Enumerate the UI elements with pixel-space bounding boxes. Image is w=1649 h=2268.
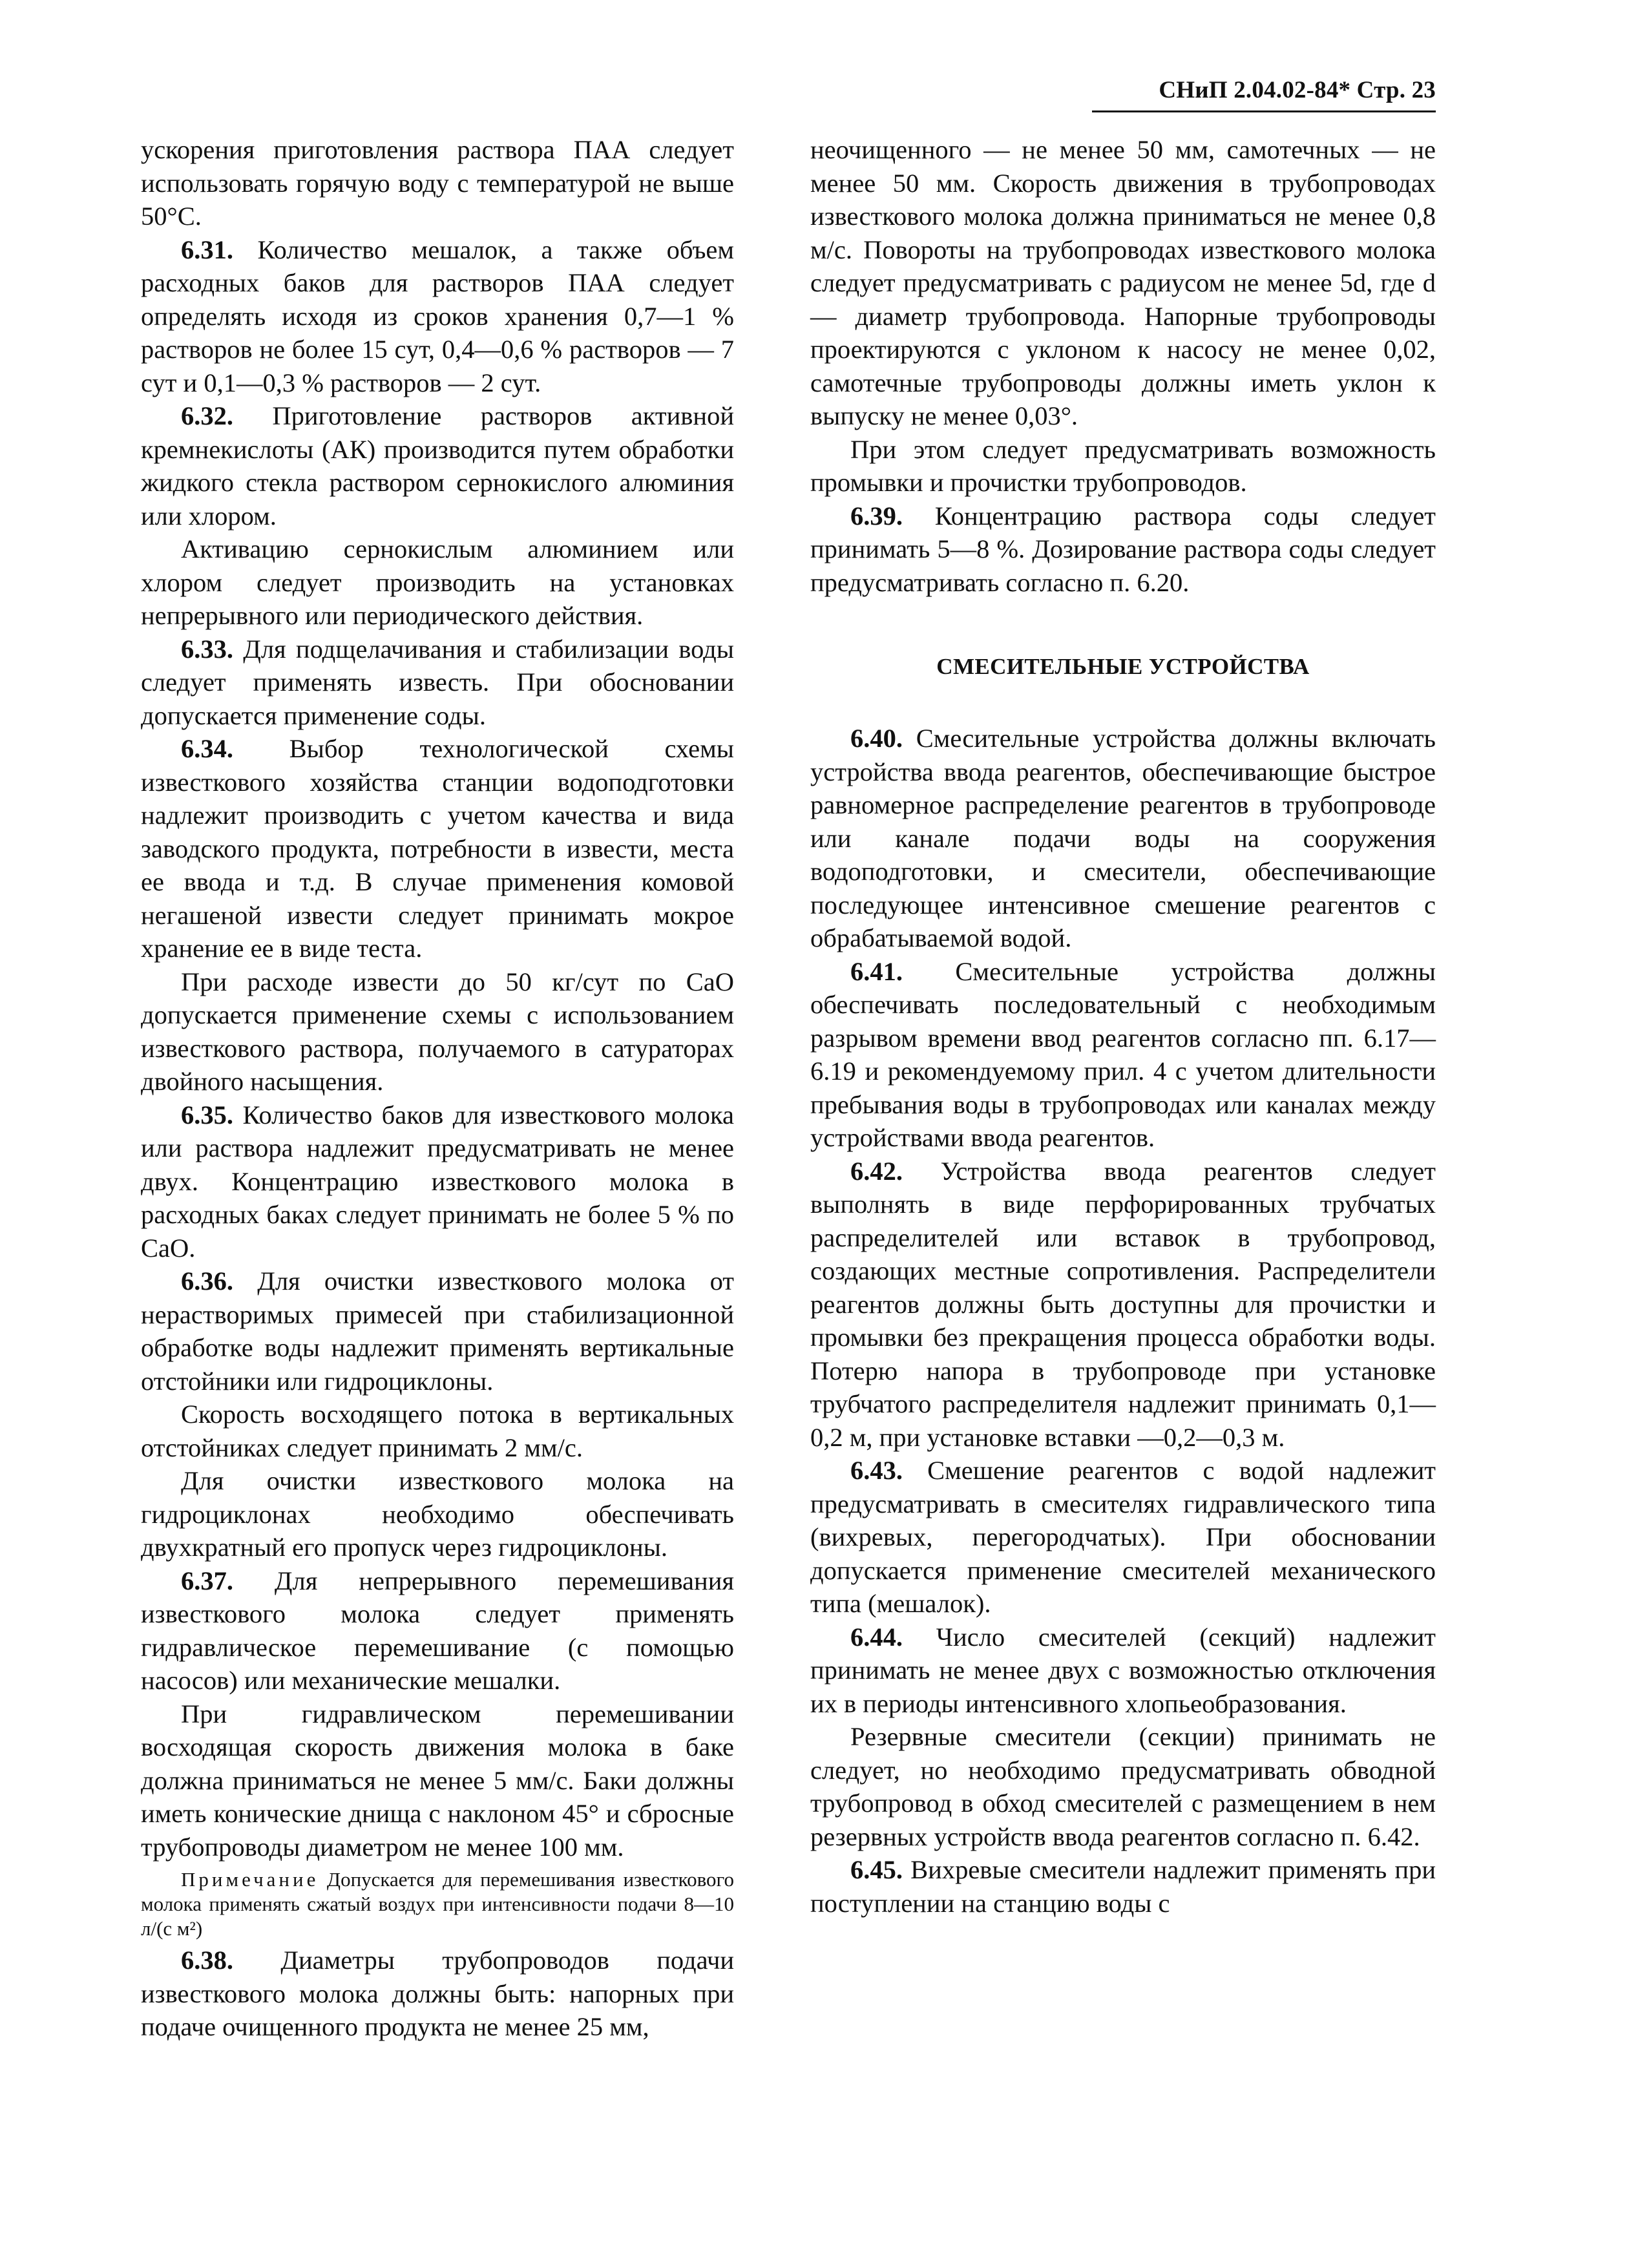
- clause-text: Диаметры трубопроводов подачи известкового молока должны быть: напорных при подаче очищенного продукта не менее 25 мм,: [141, 1946, 734, 2041]
- clause-number: 6.36.: [181, 1266, 233, 1296]
- note: [141, 1867, 734, 1941]
- clause-6-42: [810, 1155, 1436, 1454]
- section-heading: СМЕСИТЕЛЬНЫЕ УСТРОЙСТВА: [936, 654, 1310, 679]
- clause-number: 6.40.: [850, 724, 903, 753]
- left-column: [141, 133, 734, 2044]
- clause-text: Вихревые смесители надлежит применять при поступлении на станцию воды с: [810, 1855, 1436, 1918]
- clause-text: Для подщелачивания и стабилизации воды следует применять известь. При обосновании допускается применение соды.: [141, 634, 734, 730]
- clause-text: Число смесителей (секций) надлежит принимать не менее двух с возможностью отключения их в периоды интенсивного хлопьеобразования.: [810, 1622, 1436, 1718]
- running-header: СНиП 2.04.02-84* Стр. 23: [1092, 76, 1436, 112]
- paragraph: Скорость восходящего потока в вертикальных отстойниках следует принимать 2 мм/с.: [141, 1400, 734, 1462]
- clause-number: 6.43.: [850, 1456, 903, 1485]
- clause-number: 6.33.: [181, 634, 233, 664]
- paragraph: ускорения приготовления раствора ПАА следует использовать горячую воду с температурой не выше 50°С.: [141, 135, 734, 231]
- clause-6-37: [141, 1564, 734, 1697]
- clause-6-40: [810, 722, 1436, 955]
- clause-6-36: [141, 1265, 734, 1398]
- clause-number: 6.45.: [850, 1855, 903, 1884]
- clause-6-43: [810, 1454, 1436, 1621]
- clause-number: 6.41.: [850, 956, 903, 986]
- right-column: [810, 133, 1436, 1920]
- clause-text: Для очистки известкового молока от нерастворимых примесей при стабилизационной обработке воды надлежит применять вертикальные отстойники или гидроциклоны.: [141, 1266, 734, 1396]
- paragraph: При гидравлическом перемешивании восходящая скорость движения молока в баке должна приниматься не менее 5 мм/с. Баки должны иметь конические днища с наклоном 45° и сбросные трубопроводы диаметром не менее 100 мм.: [141, 1699, 734, 1862]
- paragraph: При расходе извести до 50 кг/сут по СаО допускается применение схемы с использованием известкового раствора, получаемого в сатураторах двойного насыщения.: [141, 967, 734, 1096]
- clause-text: Устройства ввода реагентов следует выполнять в виде перфорированных трубчатых распределителей или вставок в трубопровод, создающих местные сопротивления. Распределители реагентов должны быть доступны для прочистки и промывки без прекращения процесса обработки воды. Потерю напора в трубопроводе при установке трубчатого распределителя надлежит принимать 0,1—0,2 м, при установке вставки —0,2—0,3 м.: [810, 1156, 1436, 1452]
- clause-text: Для непрерывного перемешивания известкового молока следует применять гидравлическое перемешивание (с помощью насосов) или механические мешалки.: [141, 1566, 734, 1695]
- clause-number: 6.32.: [181, 401, 233, 430]
- clause-number: 6.37.: [181, 1566, 233, 1595]
- clause-6-39: [810, 499, 1436, 600]
- paragraph: неочищенного — не менее 50 мм, самотечных — не менее 50 мм. Скорость движения в трубопроводах известкового молока должна приниматься не менее 0,8 м/с. Повороты на трубопроводах известкового молока следует предусматривать с радиусом не менее 5d, где d — диаметр трубопровода. Напорные трубопроводы проектируются с уклоном к насосу не менее 0,02, самотечные трубопроводы должны иметь уклон к выпуску не менее 0,03°.: [810, 135, 1436, 430]
- clause-text: Смешение реагентов с водой надлежит предусматривать в смесителях гидравлического типа (вихревых, перегородчатых). При обосновании допускается применение смесителей механического типа (мешалок).: [810, 1456, 1436, 1618]
- clause-text: Смесительные устройства должны включать устройства ввода реагентов, обеспечивающие быстрое равномерное распределение реагентов в трубопроводе или канале подачи воды на сооружения водоподготовки, и смесители, обеспечивающие последующее интенсивное смешение реагентов с обрабатываемой водой.: [810, 724, 1436, 952]
- clause-6-44: [810, 1621, 1436, 1721]
- paragraph: Резервные смесители (секции) принимать не следует, но необходимо предусматривать обводной трубопровод в обход смесителей с размещением в нем резервных устройств ввода реагентов согласно п. 6.42.: [810, 1722, 1436, 1851]
- paragraph: Активацию сернокислым алюминием или хлором следует производить на установках непрерывного или периодического действия.: [141, 534, 734, 630]
- clause-text: Количество баков для известкового молока или раствора надлежит предусматривать не менее двух. Концентрацию известкового молока в расходных баках следует принимать не более 5 % по СаО.: [141, 1100, 734, 1263]
- paragraph: Для очистки известкового молока на гидроциклонах необходимо обеспечивать двухкратный его пропуск через гидроциклоны.: [141, 1466, 734, 1562]
- clause-6-35: [141, 1098, 734, 1265]
- clause-6-41: [810, 955, 1436, 1155]
- clause-text: Количество мешалок, а также объем расходных баков для растворов ПАА следует определять исходя из сроков хранения 0,7—1 % растворов не более 15 сут, 0,4—0,6 % растворов — 7 сут и 0,1—0,3 % растворов — 2 сут.: [141, 235, 734, 397]
- clause-6-34: [141, 732, 734, 965]
- clause-text: Приготовление растворов активной кремнекислоты (АК) производится путем обработки жидкого стекла раствором сернокислого алюминия или хлором.: [141, 401, 734, 530]
- clause-number: 6.35.: [181, 1100, 233, 1129]
- clause-6-38: [141, 1944, 734, 2044]
- clause-number: 6.39.: [850, 501, 903, 530]
- clause-number: 6.38.: [181, 1946, 233, 1975]
- clause-6-31: [141, 233, 734, 400]
- clause-6-33: [141, 633, 734, 733]
- clause-number: 6.31.: [181, 235, 233, 264]
- note-text: Допускается для перемешивания известкового молока применять сжатый воздух при интенсивности подачи 8—10 л/(с м²): [141, 1868, 734, 1940]
- clause-6-32: [141, 399, 734, 532]
- paragraph: При этом следует предусматривать возможность промывки и прочистки трубопроводов.: [810, 434, 1436, 497]
- clause-text: Концентрацию раствора соды следует принимать 5—8 %. Дозирование раствора соды следует предусматривать согласно п. 6.20.: [810, 501, 1436, 597]
- clause-6-45: [810, 1853, 1436, 1920]
- note-label: Примечание: [181, 1868, 319, 1891]
- clause-number: 6.42.: [850, 1156, 903, 1186]
- clause-text: Смесительные устройства должны обеспечивать последовательный с необходимым разрывом времени ввод реагентов согласно пп. 6.17—6.19 и рекомендуемому прил. 4 с учетом длительности пребывания воды в трубопроводах или каналах между устройствами ввода реагентов.: [810, 956, 1436, 1152]
- clause-number: 6.34.: [181, 734, 233, 763]
- clause-number: 6.44.: [850, 1622, 903, 1652]
- clause-text: Выбор технологической схемы известкового хозяйства станции водоподготовки надлежит производить с учетом качества и вида заводского продукта, потребности в извести, места ее ввода и т.д. В случае применения комовой негашеной извести следует принимать мокрое хранение ее в виде теста.: [141, 734, 734, 963]
